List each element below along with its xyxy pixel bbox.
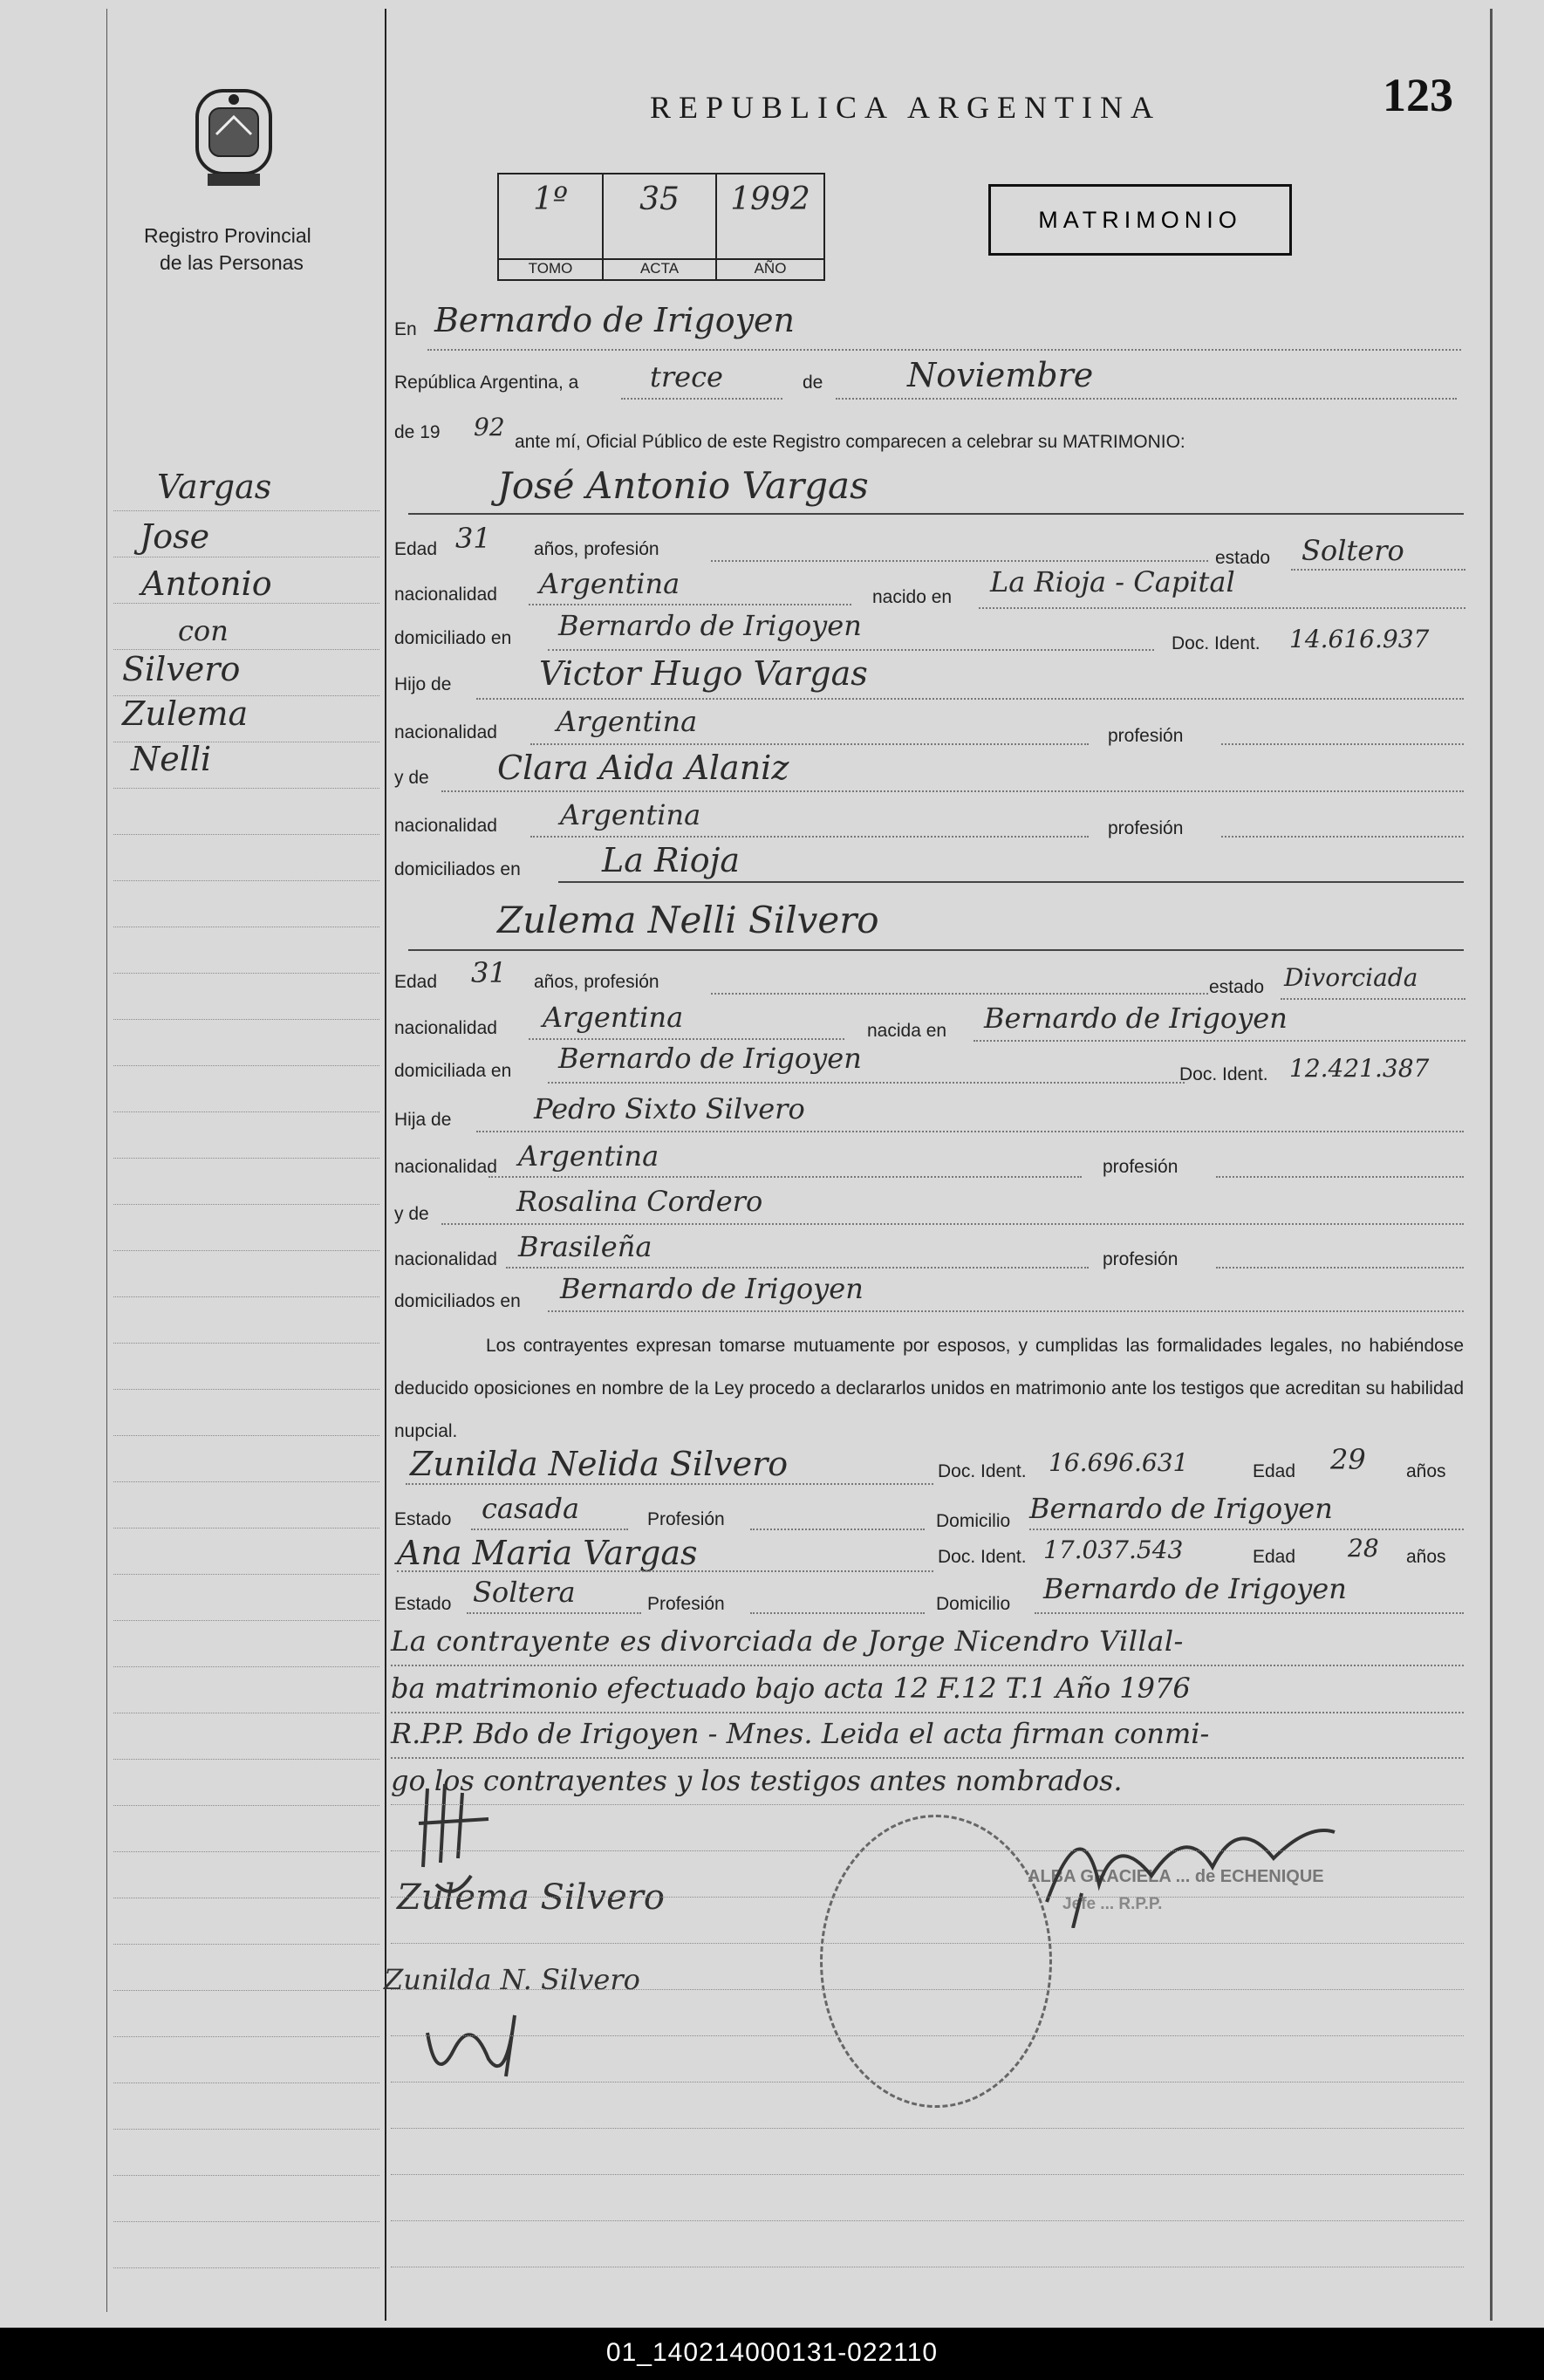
republica-label: República Argentina, a	[394, 373, 579, 393]
margin-note-line: Silvero	[122, 650, 241, 688]
groom-mother-rule	[441, 790, 1464, 792]
groom-father-profesion-label: profesión	[1108, 726, 1184, 746]
place-rule	[427, 349, 1461, 351]
page-right-edge	[1490, 9, 1493, 2321]
margin-rule-line	[113, 1250, 379, 1251]
witness2-domicilio-label: Domicilio	[936, 1594, 1011, 1614]
groom-mother: Clara Aida Alaniz	[497, 749, 789, 787]
groom-mother-nac-label: nacionalidad	[394, 816, 497, 836]
year-prefix: de 19	[394, 422, 441, 442]
declaration-text: Los contrayentes expresan tomarse mutuamente por esposos, y cumplidas las formalidades legales, no habiéndose deducido oposiciones en nombre de la Ley procedo a declararlos unidos en matrimonio ante los testigos que acreditan su habilidad nupcial.	[394, 1336, 1464, 1441]
margin-rule-line	[113, 2082, 379, 2083]
margin-rule-line	[113, 1111, 379, 1112]
margin-rule-line	[113, 1759, 379, 1760]
margin-rule-line	[113, 1666, 379, 1667]
stamp-subtext: Jefe ... R.P.P.	[1062, 1895, 1163, 1913]
witness1-doc-label: Doc. Ident.	[938, 1461, 1027, 1481]
bride-father-rule	[476, 1131, 1464, 1132]
margin-rule-line	[113, 695, 379, 696]
witness2-estado-label: Estado	[394, 1594, 452, 1614]
bride-nacionalidad-label: nacionalidad	[394, 1018, 497, 1038]
day-rule	[621, 398, 782, 400]
witness2-domicilio: Bernardo de Irigoyen	[1043, 1572, 1347, 1605]
groom-hijo-label: Hijo de	[394, 674, 452, 694]
margin-rule-line	[113, 1204, 379, 1205]
groom-nacido-rule	[979, 607, 1465, 609]
margin-rule-line	[113, 834, 379, 835]
witness1-edad-label: Edad	[1253, 1461, 1296, 1481]
bride-doc-number: 12.421.387	[1289, 1054, 1430, 1083]
margin-rule-line	[113, 1805, 379, 1806]
bride-birthplace: Bernardo de Irigoyen	[984, 1002, 1288, 1035]
witness1-domicilio-label: Domicilio	[936, 1511, 1011, 1531]
bride-father-nacionalidad: Argentina	[518, 1139, 659, 1173]
en-label: En	[394, 319, 417, 339]
bride-mother: Rosalina Cordero	[516, 1185, 763, 1218]
groom-estado: Soltero	[1301, 534, 1404, 567]
ceremony-month: Noviembre	[907, 356, 1094, 394]
margin-rule-line	[113, 1990, 379, 1991]
witness1-name-rule	[406, 1483, 933, 1485]
groom-domicilio: Bernardo de Irigoyen	[558, 609, 862, 642]
bride-nacionalidad-rule	[529, 1038, 844, 1040]
margin-note-line: con	[178, 614, 229, 647]
groom-father-nacionalidad: Argentina	[557, 705, 698, 738]
bride-signature: Zulema Silvero	[397, 1877, 665, 1918]
witness1-age: 29	[1330, 1443, 1366, 1476]
office-name-line2: de las Personas	[160, 251, 304, 274]
body-rule-line	[391, 2035, 1464, 2036]
stamp-text: ALBA GRACIELA ... de ECHENIQUE	[1028, 1867, 1324, 1886]
margin-rule-line	[113, 1065, 379, 1066]
bride-parents-domicilio-rule	[548, 1310, 1464, 1312]
body-rule-line	[391, 1989, 1464, 1990]
bride-father-profesion-rule	[1216, 1176, 1464, 1178]
body-rule-line	[391, 1943, 1464, 1944]
bride-nacionalidad: Argentina	[543, 1001, 684, 1034]
margin-rule-line	[113, 788, 379, 789]
ceremony-place: Bernardo de Irigoyen	[434, 301, 796, 339]
groom-estado-label: estado	[1215, 548, 1271, 568]
margin-left-rule	[106, 9, 107, 2312]
witness1-estado-rule	[471, 1529, 628, 1530]
bride-doc-label: Doc. Ident.	[1179, 1064, 1268, 1084]
register-reference-box	[497, 173, 825, 281]
witness2-age: 28	[1348, 1534, 1379, 1563]
official-stamp	[820, 1815, 1052, 2108]
margin-rule-line	[113, 1574, 379, 1575]
witness2-domicilio-rule	[1035, 1612, 1464, 1614]
groom-profesion-rule	[711, 560, 1208, 562]
bride-father-profesion-label: profesión	[1103, 1157, 1178, 1177]
ano-value: 1992	[730, 181, 810, 217]
month-rule	[836, 398, 1457, 400]
margin-rule-line	[113, 1528, 379, 1529]
witness1-estado: casada	[482, 1492, 580, 1525]
witness2-profesion-label: Profesión	[647, 1594, 725, 1614]
witness1-anos-label: años	[1406, 1461, 1446, 1481]
bride-father-nac-label: nacionalidad	[394, 1157, 497, 1177]
margin-rule-line	[113, 649, 379, 650]
groom-father: Victor Hugo Vargas	[539, 654, 868, 693]
margin-rule-line	[113, 2267, 379, 2268]
margin-rule-line	[113, 1389, 379, 1390]
acta-cell	[604, 174, 717, 279]
groom-parents-domicilio: La Rioja	[602, 841, 741, 879]
annotation-line: La contrayente es divorciada de Jorge Nicendro Villal-	[391, 1624, 1184, 1658]
bride-mother-profesion-label: profesión	[1103, 1249, 1178, 1269]
groom-age: 31	[455, 522, 491, 555]
groom-mother-profesion-label: profesión	[1108, 818, 1184, 838]
record-type-box: MATRIMONIO	[988, 184, 1292, 256]
groom-name: José Antonio Vargas	[497, 464, 869, 507]
margin-rule-line	[113, 880, 379, 881]
groom-yde-label: y de	[394, 768, 429, 788]
bride-estado-label: estado	[1209, 977, 1265, 997]
bride-profesion-label: años, profesión	[534, 972, 659, 992]
bride-mother-nacionalidad: Brasileña	[518, 1230, 652, 1263]
groom-domiciliado-label: domiciliado en	[394, 628, 512, 648]
tomo-value: 1º	[533, 181, 568, 217]
witness2-doc-label: Doc. Ident.	[938, 1547, 1027, 1567]
groom-father-rule	[476, 698, 1464, 700]
margin-rule-line	[113, 2036, 379, 2037]
groom-nacionalidad-rule	[529, 604, 851, 605]
bride-nacida-label: nacida en	[867, 1021, 947, 1041]
margin-rule-line	[113, 1435, 379, 1436]
witness1-doc: 16.696.631	[1049, 1448, 1189, 1477]
body-rule-line	[391, 2174, 1464, 2175]
bride-mother-rule	[441, 1223, 1464, 1225]
body-rule-line	[391, 1850, 1464, 1851]
margin-rule-line	[113, 1296, 379, 1297]
bride-domicilio-rule	[548, 1082, 1185, 1084]
bride-father-nac-rule	[488, 1176, 1082, 1178]
margin-note-line: Vargas	[157, 468, 272, 506]
bride-mother-profesion-rule	[1216, 1267, 1464, 1269]
margin-rule-line	[113, 603, 379, 604]
margin-note-line: Antonio	[141, 564, 272, 603]
bride-estado-rule	[1281, 998, 1465, 1000]
annotation-rule	[391, 1712, 1464, 1713]
groom-doc-number: 14.616.937	[1289, 625, 1430, 653]
bride-estado: Divorciada	[1284, 963, 1418, 992]
page-number: 123	[1383, 69, 1453, 121]
body-rule-line	[391, 1804, 1464, 1805]
margin-rule-line	[113, 1019, 379, 1020]
ano-label: AÑO	[717, 258, 823, 277]
bride-parents-domicilio: Bernardo de Irigoyen	[560, 1272, 864, 1305]
groom-father-nac-rule	[530, 743, 1089, 745]
witness2-estado-rule	[467, 1612, 641, 1614]
margin-rule-line	[113, 1620, 379, 1621]
bride-father: Pedro Sixto Silvero	[534, 1092, 805, 1125]
tomo-cell	[499, 174, 604, 279]
witness2-doc: 17.037.543	[1043, 1535, 1184, 1564]
bride-nacida-rule	[974, 1040, 1465, 1042]
body-rule-line	[391, 2128, 1464, 2129]
witness1-domicilio-rule	[1029, 1529, 1464, 1530]
groom-estado-rule	[1291, 569, 1465, 571]
groom-parents-domicilio-rule	[558, 881, 1464, 883]
margin-rule-line	[113, 2221, 379, 2222]
groom-father-nac-label: nacionalidad	[394, 722, 497, 742]
margin-rule-line	[113, 2129, 379, 2130]
witness-signature: Zunilda N. Silvero	[384, 1963, 640, 1996]
tomo-label: TOMO	[499, 258, 602, 277]
margin-note-line: Jose	[140, 517, 210, 556]
margin-rule-line	[113, 1481, 379, 1482]
bride-age: 31	[471, 956, 507, 989]
office-name-line1: Registro Provincial	[144, 224, 311, 247]
witness2-name-rule	[397, 1570, 933, 1572]
groom-edad-label: Edad	[394, 539, 438, 559]
groom-doc-label: Doc. Ident.	[1172, 633, 1260, 653]
bride-name-rule	[408, 949, 1464, 951]
officiant-statement: ante mí, Oficial Público de este Registro comparecen a celebrar su MATRIMONIO:	[515, 432, 1185, 452]
groom-nacido-label: nacido en	[872, 587, 953, 607]
bride-hija-label: Hija de	[394, 1110, 452, 1130]
groom-profesion-label: años, profesión	[534, 539, 659, 559]
bride-mother-nac-rule	[506, 1267, 1089, 1269]
witness1-domicilio: Bernardo de Irigoyen	[1029, 1492, 1333, 1525]
provincial-crest-icon	[190, 82, 277, 200]
third-signature-mark	[419, 1998, 532, 2094]
groom-mother-nacionalidad: Argentina	[560, 798, 701, 831]
witness1-profesion-label: Profesión	[647, 1509, 725, 1529]
annotation-rule	[391, 1665, 1464, 1666]
margin-rule-line	[113, 510, 379, 511]
groom-domiciliados-label: domiciliados en	[394, 859, 521, 879]
witness2-profesion-rule	[750, 1612, 925, 1614]
margin-rule-line	[113, 2175, 379, 2176]
body-rule-line	[391, 2220, 1464, 2221]
scan-file-code: 01_140214000131-022110	[605, 2338, 939, 2367]
annotation-line: R.P.P. Bdo de Irigoyen - Mnes. Leida el acta firman conmi-	[391, 1717, 1210, 1750]
margin-rule-line	[113, 1158, 379, 1159]
ceremony-day: trece	[650, 360, 723, 393]
groom-domicilio-rule	[548, 649, 1154, 651]
margin-rule-line	[113, 1944, 379, 1945]
witness2-name: Ana Maria Vargas	[397, 1534, 698, 1572]
groom-birthplace: La Rioja - Capital	[990, 565, 1235, 598]
annotation-rule	[391, 1757, 1464, 1759]
witness1-name: Zunilda Nelida Silvero	[410, 1445, 789, 1483]
witness1-estado-label: Estado	[394, 1509, 452, 1529]
acta-value: 35	[639, 181, 680, 217]
margin-rule-line	[113, 1343, 379, 1344]
margin-rule-line	[113, 973, 379, 974]
margin-note-line: Nelli	[131, 740, 212, 778]
groom-nacionalidad-label: nacionalidad	[394, 585, 497, 605]
bride-yde-label: y de	[394, 1204, 429, 1224]
bride-edad-label: Edad	[394, 972, 438, 992]
groom-mother-nac-rule	[530, 836, 1089, 838]
de-label: de	[803, 373, 823, 393]
witness2-anos-label: años	[1406, 1547, 1446, 1567]
margin-note-line: Zulema	[122, 694, 249, 733]
bride-domiciliada-label: domiciliada en	[394, 1061, 512, 1081]
ano-cell	[717, 174, 823, 279]
annotation-line: ba matrimonio efectuado bajo acta 12 F.12 T.1 Año 1976	[391, 1672, 1191, 1705]
officiant-signature-mark	[1029, 1797, 1352, 1928]
body-rule-line	[391, 1897, 1464, 1898]
bride-domicilio: Bernardo de Irigoyen	[558, 1042, 862, 1075]
groom-mother-profesion-rule	[1221, 836, 1464, 838]
witness2-edad-label: Edad	[1253, 1547, 1296, 1567]
country-title: REPUBLICA ARGENTINA	[650, 90, 1162, 125]
acta-label: ACTA	[604, 258, 715, 277]
groom-nacionalidad: Argentina	[539, 567, 680, 600]
bride-name: Zulema Nelli Silvero	[497, 899, 879, 941]
witness2-estado: Soltera	[473, 1576, 576, 1609]
annotation-line: go los contrayentes y los testigos antes nombrados.	[391, 1764, 1123, 1797]
witness1-profesion-rule	[750, 1529, 925, 1530]
groom-name-rule	[408, 513, 1464, 515]
bride-profesion-rule	[711, 993, 1208, 995]
bride-mother-nac-label: nacionalidad	[394, 1249, 497, 1269]
ceremony-year: 92	[474, 413, 505, 441]
groom-father-profesion-rule	[1221, 743, 1464, 745]
margin-rule-line	[113, 1851, 379, 1852]
bride-domiciliados-label: domiciliados en	[394, 1291, 521, 1311]
